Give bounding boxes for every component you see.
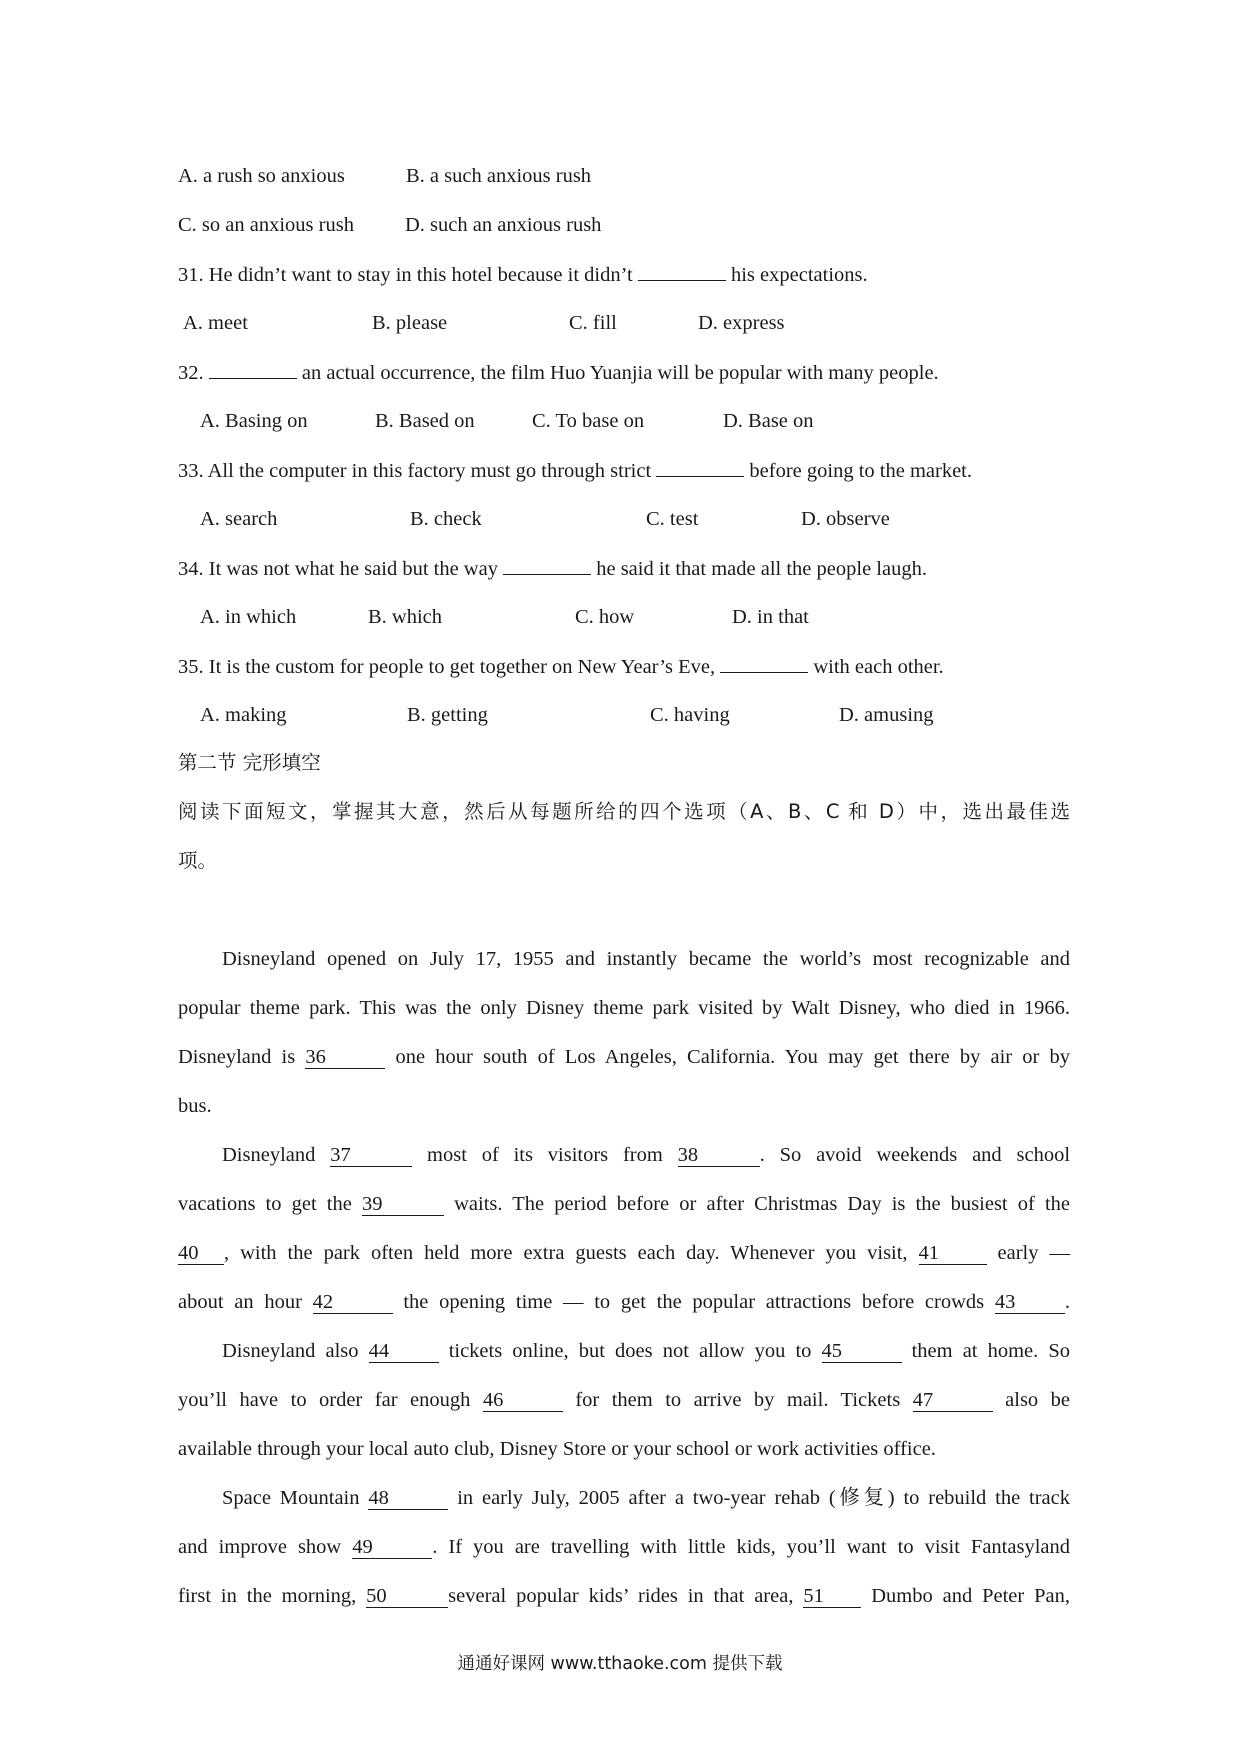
passage-p1-line3 [178,1044,1070,1070]
q32-stem [178,359,939,386]
q30-option-b: B. a such anxious rush [406,165,592,187]
passage-p2-line2 [178,1191,1070,1217]
q34-stem-after: he said it that made all the people laugh. [596,558,927,580]
q31-option-d: D. express [698,312,785,334]
q34-option-c: C. how [575,606,635,628]
passage-p2-line3 [178,1240,1070,1266]
text-run: Dumbo and Peter Pan, [871,1585,1070,1607]
passage-p1-line2: popular theme park. This was the only Disney theme park visited by Walt Disney, who died in 1966. [178,997,1070,1019]
text-run: also be [1005,1389,1071,1411]
text-run: several popular kids’ rides in that area, [448,1585,794,1607]
q35-stem [178,653,944,680]
q32-option-c: C. To base on [532,410,645,432]
passage-p4-line2 [178,1534,1070,1560]
q31-blank [638,261,726,281]
text-run: vacations to get the [178,1193,352,1215]
q31-stem-after: his expectations. [730,264,868,286]
text-run: . If you are travelling with little kids, you’ll want to visit Fantasyland [432,1536,1070,1558]
passage-p3-line2 [178,1387,1070,1413]
blank-43: 43 [995,1291,1065,1314]
q30-option-d: D. such an anxious rush [405,214,602,236]
blank-38: 38 [678,1144,760,1167]
text-run: , with the park often held more extra guests each day. Whenever you visit, [224,1242,908,1264]
text-run: . [1064,1291,1070,1313]
q33-blank [656,457,744,477]
blank-40: 40 [178,1242,224,1265]
q35-option-c: C. having [650,704,730,726]
q33-option-c: C. test [646,508,699,530]
q34-option-d: D. in that [732,606,809,628]
q32-option-b: B. Based on [375,410,475,432]
section-title: 第二节 完形填空 [178,751,321,774]
q35-option-a: A. making [200,704,287,726]
q35-stem-after: with each other. [813,656,944,678]
q34-option-a: A. in which [200,606,297,628]
text-run: in early July, 2005 after a two-year rehab (修复) to rebuild the track [457,1487,1071,1509]
q33-option-a: A. search [200,508,278,530]
text-run: the opening time — to get the popular attractions before crowds [403,1291,985,1313]
text-run: . So avoid weekends and school [759,1144,1071,1166]
q33-option-d: D. observe [801,508,890,530]
text-run: and improve show [178,1536,342,1558]
text-run: about an hour [178,1291,302,1313]
blank-39: 39 [362,1193,444,1216]
blank-48: 48 [368,1487,448,1510]
text-run: you’ll have to order far enough [178,1389,471,1411]
text-run: early — [997,1242,1070,1264]
q34-blank [503,555,591,575]
q33-stem-before: 33. All the computer in this factory must go through strict [178,460,652,482]
q30-option-c: C. so an anxious rush [178,214,354,236]
q33-stem-after: before going to the market. [749,460,972,482]
q32-option-a: A. Basing on [200,410,308,432]
q33-option-b: B. check [410,508,482,530]
q30-option-a: A. a rush so anxious [178,165,345,187]
q34-stem [178,555,927,582]
text-run: Disneyland [222,1144,316,1166]
q35-option-d: D. amusing [839,704,934,726]
section-instruction-line2: 项。 [178,849,218,872]
passage-p1-line4: bus. [178,1095,212,1117]
blank-49: 49 [352,1536,432,1559]
q34-option-b: B. which [368,606,443,628]
text-run: Space Mountain [222,1487,360,1509]
text-run: Disneyland also [222,1340,359,1362]
q35-stem-before: 35. It is the custom for people to get together on New Year’s Eve, [178,656,716,678]
blank-46: 46 [483,1389,563,1412]
q32-blank [209,359,297,379]
blank-42: 42 [313,1291,393,1314]
q31-stem [178,261,868,288]
text-run: first in the morning, [178,1585,357,1607]
page-footer: 通通好课网 www.tthaoke.com 提供下载 [457,1654,783,1674]
q33-stem [178,457,972,484]
passage-p2-line4 [178,1289,1070,1315]
passage-p3-line3: available through your local auto club, Disney Store or your school or work activities office. [178,1438,936,1460]
q31-option-b: B. please [372,312,448,334]
passage-p3-line1 [222,1338,1070,1364]
q31-option-a: A. meet [183,312,248,334]
text-run: most of its visitors from [427,1144,663,1166]
q34-stem-before: 34. It was not what he said but the way [178,558,498,580]
text-run: waits. The period before or after Christmas Day is the busiest of the [454,1193,1071,1215]
section-instruction-line1: 阅读下面短文，掌握其大意，然后从每题所给的四个选项（A、B、C 和 D）中，选出最佳选 [178,800,1070,823]
blank-44: 44 [369,1340,439,1363]
q32-stem-after: an actual occurrence, the film Huo Yuanjia will be popular with many people. [301,362,939,384]
passage-p1-line1: Disneyland opened on July 17, 1955 and instantly became the world’s most recognizable and [222,948,1070,970]
text-run: tickets online, but does not allow you to [448,1340,812,1362]
text-run: for them to arrive by mail. Tickets [575,1389,901,1411]
passage-p4-line1 [222,1485,1070,1511]
passage-p2-line1 [222,1142,1070,1168]
q32-option-d: D. Base on [723,410,814,432]
blank-45: 45 [822,1340,902,1363]
blank-36: 36 [305,1046,385,1069]
blank-51: 51 [803,1585,861,1608]
blank-37: 37 [330,1144,412,1167]
q31-option-c: C. fill [569,312,617,334]
text-run: them at home. So [911,1340,1070,1362]
q35-option-b: B. getting [407,704,488,726]
q31-stem-before: 31. He didn’t want to stay in this hotel because it didn’t [178,264,633,286]
blank-47: 47 [913,1389,993,1412]
q32-stem-before: 32. [178,362,204,384]
text-run: one hour south of Los Angeles, California. You may get there by air or by [395,1046,1070,1068]
blank-41: 41 [919,1242,987,1265]
q35-blank [720,653,808,673]
passage-p4-line3 [178,1583,1070,1609]
text-run: Disneyland is [178,1046,296,1068]
blank-50: 50 [366,1585,448,1608]
